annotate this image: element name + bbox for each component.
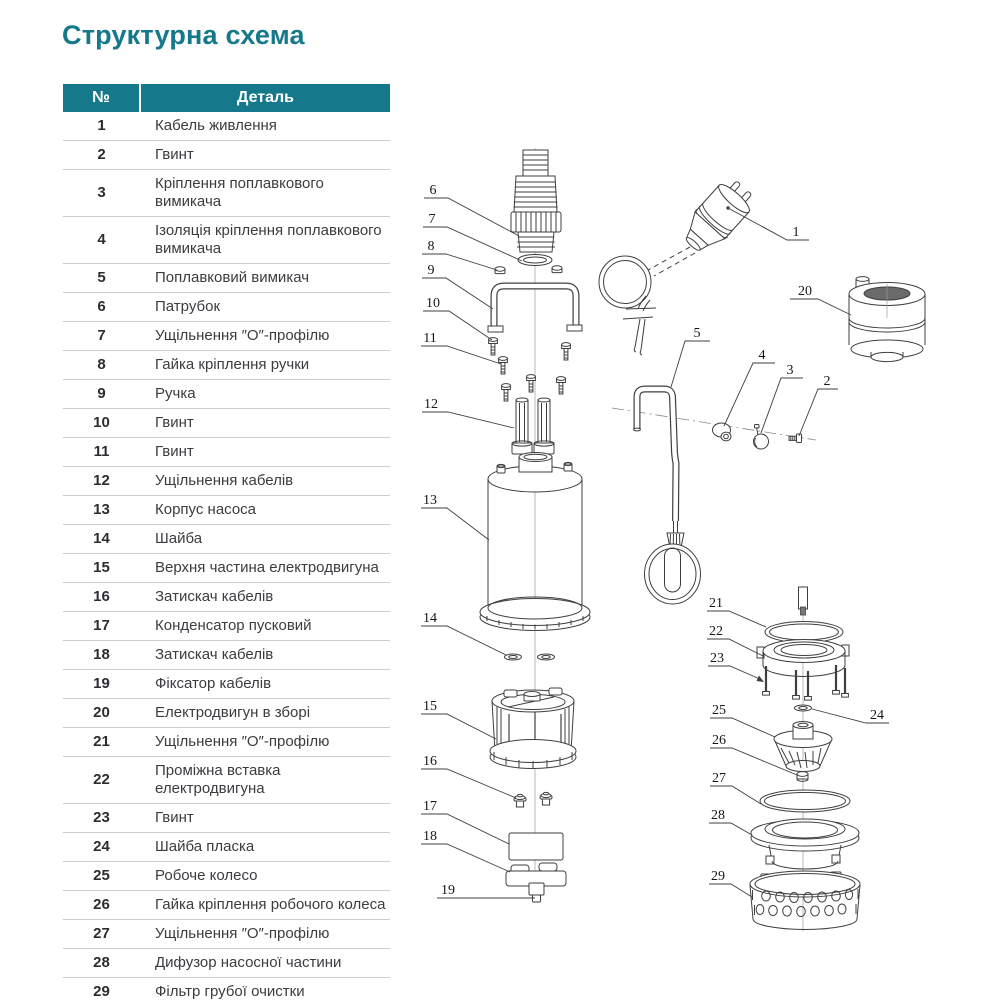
table-row <box>63 438 390 467</box>
callout-21: 21 <box>709 596 723 611</box>
part-name-cell: Затискач кабелів <box>140 583 390 612</box>
part-name-cell: Ущільнення ″О″-профілю <box>140 728 390 757</box>
callout-26: 26 <box>712 733 726 748</box>
part-name-cell: Затискач кабелів <box>140 641 390 670</box>
row-number-cell: 21 <box>63 728 140 757</box>
part-name-cell: Ручка <box>140 380 390 409</box>
callout-20: 20 <box>798 284 812 299</box>
part-6-outlet-connector <box>511 150 561 252</box>
row-number-cell: 17 <box>63 612 140 641</box>
callout-2: 2 <box>823 374 831 389</box>
part-25-impeller <box>774 722 832 772</box>
part-name-cell: Гвинт <box>140 804 390 833</box>
callout-10: 10 <box>426 296 440 311</box>
part-name-cell: Гайка кріплення ручки <box>140 351 390 380</box>
part-name-cell: Гвинт <box>140 141 390 170</box>
part-16-cable-clamps <box>514 792 552 807</box>
part-name-cell: Шайба <box>140 525 390 554</box>
part-name-cell: Дифузор насосної частини <box>140 949 390 978</box>
callout-15: 15 <box>423 699 437 714</box>
row-number-cell: 16 <box>63 583 140 612</box>
column-header-part: Деталь <box>140 84 390 112</box>
callout-28: 28 <box>711 808 725 823</box>
table-row <box>63 467 390 496</box>
row-number-cell: 2 <box>63 141 140 170</box>
leader-arrow-23 <box>757 676 765 683</box>
table-row <box>63 380 390 409</box>
part-name-cell: Ізоляція кріплення поплавкового вимикача <box>140 217 390 264</box>
callout-5: 5 <box>693 326 701 341</box>
part-name-cell: Гвинт <box>140 409 390 438</box>
row-number-cell: 5 <box>63 264 140 293</box>
table-row <box>63 217 390 264</box>
table-row <box>63 322 390 351</box>
row-number-cell: 29 <box>63 978 140 1000</box>
part-18-cable-clamp <box>506 863 566 902</box>
row-number-cell: 11 <box>63 438 140 467</box>
part-name-cell: Кабель живлення <box>140 112 390 141</box>
callout-3: 3 <box>786 363 794 378</box>
row-number-cell: 8 <box>63 351 140 380</box>
row-number-cell: 27 <box>63 920 140 949</box>
callout-24: 24 <box>870 708 884 723</box>
part-28-diffuser <box>751 819 859 869</box>
power-cable-coil <box>599 247 695 355</box>
table-row <box>63 612 390 641</box>
page-title: Структурна схема <box>62 20 305 50</box>
part-name-cell: Конденсатор пусковий <box>140 612 390 641</box>
callout-25: 25 <box>712 703 726 718</box>
part-8-handle-nuts <box>495 266 562 274</box>
row-number-cell: 3 <box>63 170 140 217</box>
part-11-screws <box>499 357 566 401</box>
column-header-number: № <box>63 84 140 112</box>
callout-11: 11 <box>423 331 437 346</box>
part-name-cell: Проміжна вставка електродвигуна <box>140 757 390 804</box>
table-row <box>63 804 390 833</box>
row-number-cell: 23 <box>63 804 140 833</box>
part-17-capacitor <box>509 833 563 860</box>
row-number-cell: 22 <box>63 757 140 804</box>
table-row <box>63 833 390 862</box>
row-number-cell: 1 <box>63 112 140 141</box>
part-12-cable-seals <box>512 398 554 454</box>
callout-1: 1 <box>792 225 800 240</box>
part-name-cell: Гвинт <box>140 438 390 467</box>
callout-17: 17 <box>423 799 437 814</box>
parts-table <box>63 84 390 1000</box>
part-27-o-ring <box>760 790 850 812</box>
row-number-cell: 24 <box>63 833 140 862</box>
table-row <box>63 496 390 525</box>
part-name-cell: Верхня частина електродвигуна <box>140 554 390 583</box>
row-number-cell: 4 <box>63 217 140 264</box>
callout-7: 7 <box>428 212 436 227</box>
part-name-cell: Кріплення поплавкового вимикача <box>140 170 390 217</box>
part-24-flat-washer <box>795 705 812 711</box>
table-row <box>63 699 390 728</box>
table-row <box>63 670 390 699</box>
callout-22: 22 <box>709 624 723 639</box>
callout-19: 19 <box>441 883 455 898</box>
row-number-cell: 9 <box>63 380 140 409</box>
table-row <box>63 554 390 583</box>
part-7-o-ring <box>518 255 552 266</box>
row-number-cell: 19 <box>63 670 140 699</box>
part-1-power-plug <box>676 173 760 260</box>
callout-23: 23 <box>710 651 724 666</box>
row-number-cell: 13 <box>63 496 140 525</box>
motor-shaft-end <box>799 587 808 615</box>
part-20-motor-assembly <box>849 277 925 362</box>
callout-14: 14 <box>423 611 437 626</box>
row-number-cell: 26 <box>63 891 140 920</box>
table-row <box>63 891 390 920</box>
axis-float-parts <box>612 408 816 440</box>
part-name-cell: Фіксатор кабелів <box>140 670 390 699</box>
callout-13: 13 <box>423 493 437 508</box>
callout-8: 8 <box>427 239 435 254</box>
row-number-cell: 10 <box>63 409 140 438</box>
row-number-cell: 20 <box>63 699 140 728</box>
table-row <box>63 141 390 170</box>
part-14-washers <box>505 654 555 660</box>
table-row <box>63 978 390 1000</box>
table-row <box>63 920 390 949</box>
part-name-cell: Ущільнення кабелів <box>140 467 390 496</box>
table-row <box>63 264 390 293</box>
callout-4: 4 <box>758 348 766 363</box>
table-row <box>63 351 390 380</box>
row-number-cell: 7 <box>63 322 140 351</box>
part-name-cell: Робоче колесо <box>140 862 390 891</box>
table-row <box>63 583 390 612</box>
table-row <box>63 409 390 438</box>
table-header-row <box>63 84 390 112</box>
part-name-cell: Ущільнення ″О″-профілю <box>140 920 390 949</box>
table-row <box>63 525 390 554</box>
table-row <box>63 641 390 670</box>
row-number-cell: 6 <box>63 293 140 322</box>
callout-29: 29 <box>711 869 725 884</box>
part-name-cell: Ущільнення ″О″-профілю <box>140 322 390 351</box>
row-number-cell: 18 <box>63 641 140 670</box>
table-row <box>63 293 390 322</box>
row-number-cell: 14 <box>63 525 140 554</box>
part-29-coarse-filter <box>750 871 860 930</box>
exploded-view-diagram <box>405 135 980 965</box>
table-row <box>63 949 390 978</box>
part-name-cell: Гайка кріплення робочого колеса <box>140 891 390 920</box>
part-5-float-switch <box>634 389 701 604</box>
parts-table-body <box>63 112 390 1000</box>
part-name-cell: Фільтр грубої очистки <box>140 978 390 1000</box>
table-row <box>63 170 390 217</box>
part-15-motor-upper-part <box>490 688 576 769</box>
part-4-float-grommet <box>713 423 732 441</box>
table-row <box>63 112 390 141</box>
callout-9: 9 <box>427 263 435 278</box>
part-name-cell: Електродвигун в зборі <box>140 699 390 728</box>
table-row <box>63 728 390 757</box>
table-row <box>63 862 390 891</box>
row-number-cell: 15 <box>63 554 140 583</box>
callout-16: 16 <box>423 754 437 769</box>
part-name-cell: Корпус насоса <box>140 496 390 525</box>
row-number-cell: 12 <box>63 467 140 496</box>
callout-12: 12 <box>424 397 438 412</box>
callout-6: 6 <box>429 183 437 198</box>
part-name-cell: Патрубок <box>140 293 390 322</box>
part-name-cell: Поплавковий вимикач <box>140 264 390 293</box>
callout-18: 18 <box>423 829 437 844</box>
part-26-impeller-nut <box>797 772 808 782</box>
part-23-studs <box>763 665 849 700</box>
table-row <box>63 757 390 804</box>
part-3-float-mount <box>754 425 769 450</box>
row-number-cell: 25 <box>63 862 140 891</box>
callout-27: 27 <box>712 771 726 786</box>
row-number-cell: 28 <box>63 949 140 978</box>
part-name-cell: Шайба пласка <box>140 833 390 862</box>
